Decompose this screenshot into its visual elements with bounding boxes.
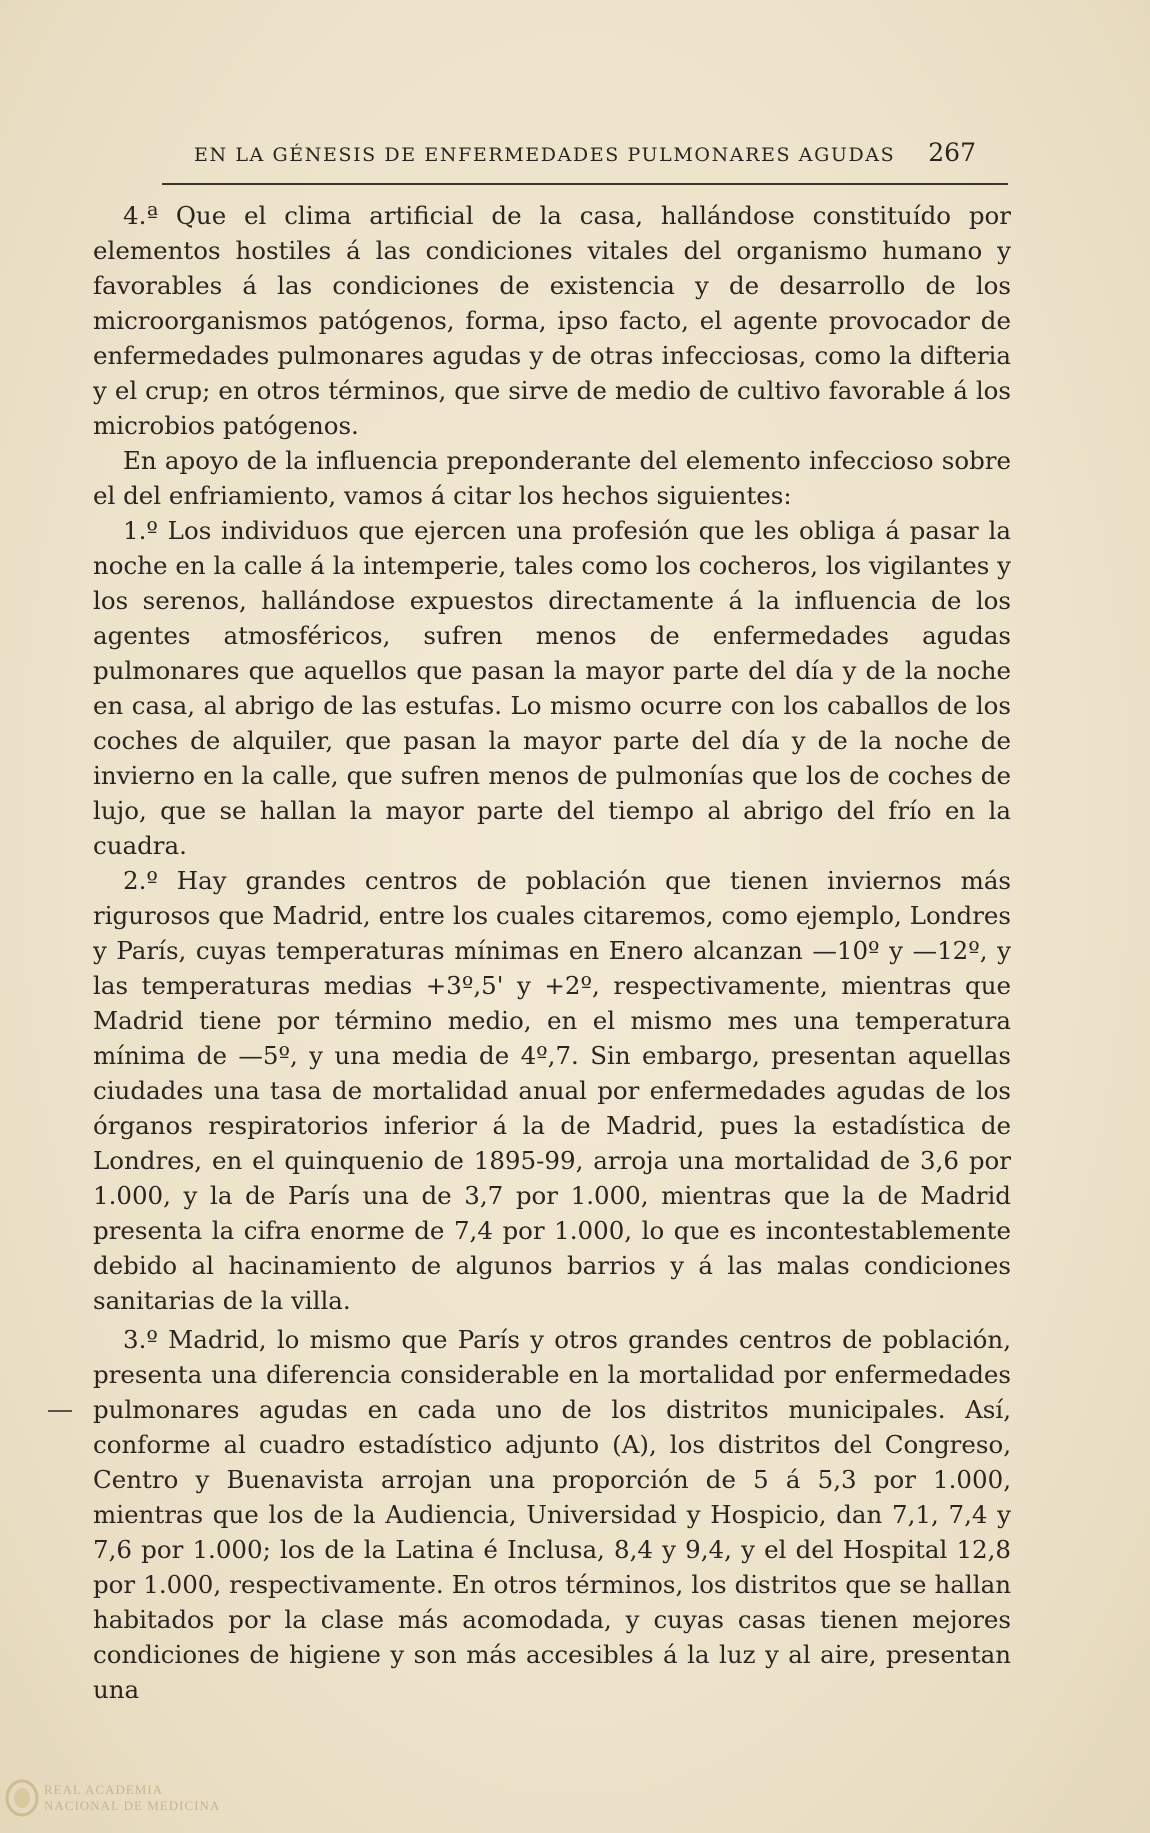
page-number: 267	[928, 138, 976, 167]
running-header	[194, 138, 976, 167]
academy-seal-icon	[4, 1778, 40, 1818]
running-title: EN LA GÉNESIS DE ENFERMEDADES PULMONARES AGUDAS	[194, 144, 896, 166]
header-rule	[162, 183, 1008, 185]
body-text	[93, 198, 1011, 1707]
margin-mark	[48, 1410, 72, 1412]
paragraph-1: 1.º Los individuos que ejercen una profesión que les obliga á pasar la noche en la calle á la intemperie, tales como los cocheros, los vigilantes y los serenos, hallándose expuestos directamente á la influencia de los agentes atmosféricos, sufren menos de enfermedades agudas pulmonares que aquellos que pasan la mayor parte del día y de la noche en casa, al abrigo de las estufas. Lo mismo ocurre con los caballos de los coches de alquiler, que pasan la mayor parte del día y de la noche de invierno en la calle, que sufren menos de pulmonías que los de coches de lujo, que se hallan la mayor parte del tiempo al abrigo del frío en la cuadra.	[93, 516, 1011, 860]
paragraph-2: 2.º Hay grandes centros de población que tienen inviernos más rigurosos que Madrid, entre los cuales citaremos, como ejemplo, Londres y París, cuyas temperaturas mínimas en Enero alcanzan —10º y —12º, y las temperaturas medias +3º,5' y +2º, respectivamente, mientras que Madrid tiene por término medio, en el mismo mes una temperatura mínima de —5º, y una media de 4º,7. Sin embargo, presentan aquellas ciudades una tasa de mortalidad anual por enfermedades agudas de los órganos respiratorios inferior á la de Madrid, pues la estadística de Londres, en el quinquenio de 1895-99, arroja una mortalidad de 3,6 por 1.000, y la de París una de 3,7 por 1.000, mientras que la de Madrid presenta la cifra enorme de 7,4 por 1.000, lo que es incontestablemente debido al hacinamiento de algunos barrios y á las malas condiciones sanitarias de la villa.	[93, 866, 1011, 1315]
paragraph-3: 3.º Madrid, lo mismo que París y otros grandes centros de población, presenta una diferencia considerable en la mortalidad por enfermedades pulmonares agudas en cada uno de los distritos municipales. Así, conforme al cuadro estadístico adjunto (A), los distritos del Congreso, Centro y Buenavista arrojan una proporción de 5 á 5,3 por 1.000, mientras que los de la Audiencia, Universidad y Hospicio, dan 7,1, 7,4 y 7,6 por 1.000; los de la Latina é Inclusa, 8,4 y 9,4, y el del Hospital 12,8 por 1.000, respectivamente. En otros términos, los distritos que se hallan habitados por la clase más acomodada, y cuyas casas tienen mejores condiciones de higiene y son más accesibles á la luz y al aire, presentan una	[93, 1325, 1011, 1704]
paragraph-apoyo: En apoyo de la influencia preponderante del elemento infeccioso sobre el del enfriamiento, vamos á citar los hechos siguientes:	[93, 446, 1011, 510]
library-watermark: REAL ACADEMIA NACIONAL DE MEDICINA	[44, 1782, 221, 1813]
paragraph-4a: 4.ª Que el clima artificial de la casa, hallándose constituído por elementos hostiles á las condiciones vitales del organismo humano y favorables á las condiciones de existencia y de desarrollo de los microorganismos patógenos, forma, ipso facto, el agente provocador de enfermedades pulmonares agudas y de otras infecciosas, como la difteria y el crup; en otros términos, que sirve de medio de cultivo favorable á los microbios patógenos.	[93, 201, 1011, 440]
